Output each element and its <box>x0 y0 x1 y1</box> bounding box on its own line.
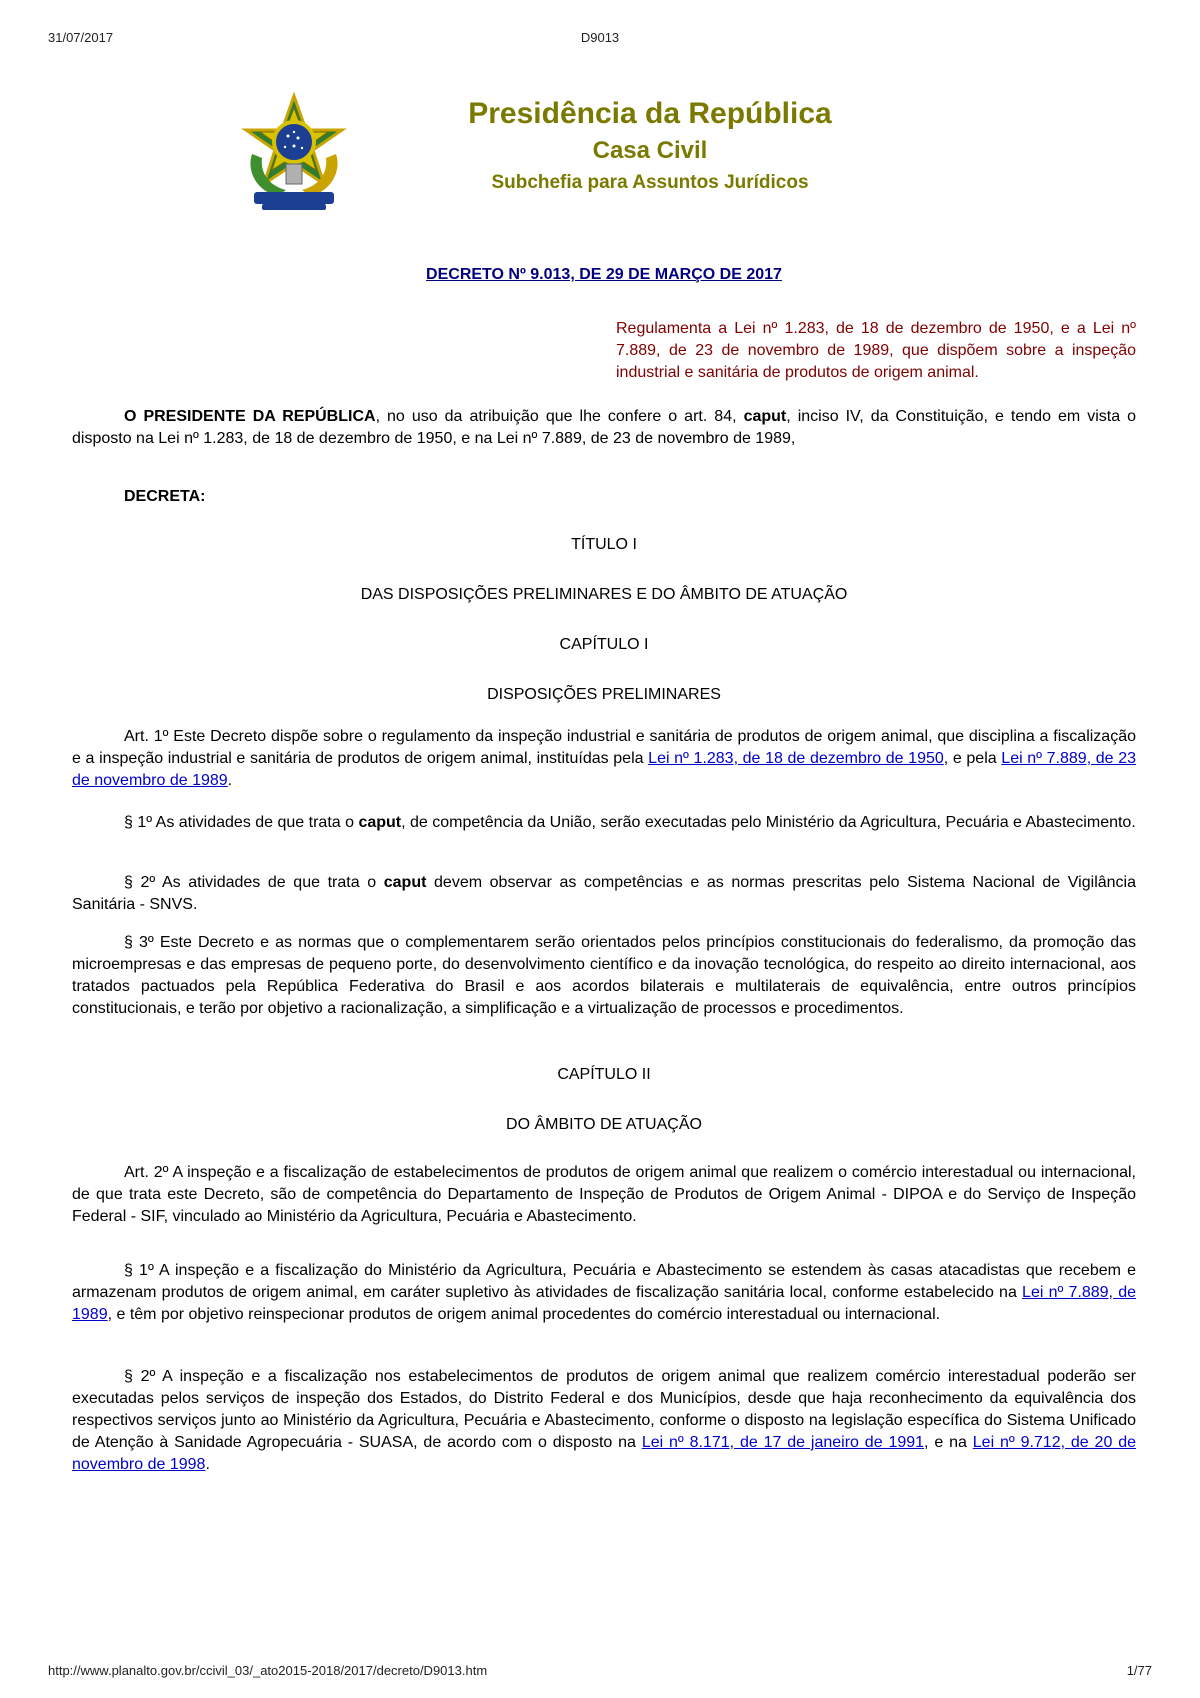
art1-p2-caput: caput <box>383 874 427 891</box>
capitulo-1-name: DISPOSIÇÕES PRELIMINARES <box>487 686 721 703</box>
print-title: D9013 <box>580 30 620 45</box>
capitulo-1-heading: CAPÍTULO I <box>559 636 649 653</box>
ementa: Regulamenta a Lei nº 1.283, de 18 de dezembro de 1950, e a Lei nº 7.889, de 23 de novembro de 1989, que dispõem sobre a inspeção industrial e sanitária de produtos de origem animal. <box>616 320 1136 381</box>
link-lei-1283[interactable]: Lei nº 1.283, de 18 de dezembro de 1950 <box>648 750 944 767</box>
print-header <box>48 30 1152 46</box>
article-1-paragraph-2 <box>72 872 1136 916</box>
art1-p1-caput: caput <box>358 814 402 831</box>
article-1-end: . <box>227 772 233 789</box>
art1-p2-b: devem observar as competências e as normas prescritas pelo Sistema Nacional de Vigilância Sanitária - SNVS. <box>72 874 1136 913</box>
preamble <box>72 406 1136 450</box>
art1-p2-a: § 2º As atividades de que trata o <box>124 874 384 891</box>
capitulo-2-heading: CAPÍTULO II <box>557 1066 651 1083</box>
masthead-casa-civil: Casa Civil <box>592 137 708 164</box>
preamble-text1: , no uso da atribuição que lhe confere o art. 84, <box>375 408 744 425</box>
art2-p1-b: , e têm por objetivo reinspecionar produtos de origem animal procedentes do comércio interestadual ou internacional. <box>107 1306 941 1323</box>
link-lei-9712[interactable]: Lei nº 9.712, de 20 de novembro de 1998 <box>72 1434 1137 1473</box>
decree-title-link[interactable] <box>72 266 1136 284</box>
article-2-paragraph-2 <box>72 1366 1136 1476</box>
article-1-paragraph-3: § 3º Este Decreto e as normas que o complementarem serão orientados pelos princípios constitucionais do federalismo, da promoção das microempresas e das empresas de pequeno porte, do desenvolvimento científico e da inovação tecnológica, do respeito ao direito internacional, aos tratados pactuados pela República Federativa do Brasil e aos acordos bilaterais e multilaterais de equivalência, entre outros princípios constitucionais, e terão por objetivo a racionalização, a simplificação e a virtualização de processos e procedimentos. <box>72 934 1136 1017</box>
masthead-presidencia: Presidência da República <box>468 97 832 130</box>
preamble-caput: caput <box>743 408 787 425</box>
art2-p1-a: § 1º A inspeção e a fiscalização do Ministério da Agricultura, Pecuária e Abastecimento se estendem às casas atacadistas que recebem e armazenam produtos de origem animal, em caráter supletivo às atividades de fiscalização sanitária local, conforme estabelecido na <box>72 1262 1136 1301</box>
print-date: 31/07/2017 <box>48 30 114 45</box>
decreta-text: DECRETA: <box>124 488 206 505</box>
preamble-text2: , inciso IV, da Constituição, e tendo em vista o disposto na Lei nº 1.283, de 18 de dezembro de 1950, e na Lei nº 7.889, de 23 de novembro de 1989, <box>72 408 1137 447</box>
article-1-text: Art. 1º Este Decreto dispõe sobre o regulamento da inspeção industrial e sanitária de produtos de origem animal, que disciplina a fiscalização e a inspeção industrial e sanitária de produtos de origem animal, instituídas pela <box>72 728 1136 767</box>
print-footer <box>48 1663 1152 1679</box>
coat-of-arms-icon <box>238 92 350 214</box>
art2-p2-end: . <box>205 1456 210 1473</box>
page-number: 1/77 <box>1126 1663 1152 1678</box>
capitulo-2-name: DO ÂMBITO DE ATUAÇÃO <box>506 1116 702 1133</box>
titulo-heading: TÍTULO I <box>571 536 637 553</box>
art1-p1-a: § 1º As atividades de que trata o <box>124 814 359 831</box>
art2-p2-a: § 2º A inspeção e a fiscalização nos estabelecimentos de produtos de origem animal que realizem comércio interestadual poderão ser executadas pelos serviços de inspeção dos Estados, do Distrito Federal e dos Municípios, desde que haja reconhecimento da equivalência dos respectivos serviços junto ao Ministério da Agricultura, Pecuária e Abastecimento, conforme o disposto na legislação específica do Sistema Unificado de Atenção à Sanidade Agropecuária - SUASA, de acordo com o disposto na <box>72 1368 1136 1451</box>
art2-p2-mid: , e na <box>924 1434 973 1451</box>
article-2-paragraph-1 <box>72 1260 1136 1326</box>
link-lei-7889[interactable]: Lei nº 7.889, de 23 de novembro de 1989 <box>72 750 1137 789</box>
article-1-paragraph-1 <box>72 812 1136 834</box>
link-lei-7889-1989[interactable]: Lei nº 7.889, de 1989 <box>72 1284 1136 1323</box>
titulo-name: DAS DISPOSIÇÕES PRELIMINARES E DO ÂMBITO DE ATUAÇÃO <box>360 586 848 603</box>
article-1 <box>72 726 1136 792</box>
masthead <box>340 96 960 196</box>
article-1-mid: , e pela <box>943 750 1002 767</box>
masthead-subchefia: Subchefia para Assuntos Jurídicos <box>491 172 809 193</box>
article-2: Art. 2º A inspeção e a fiscalização de estabelecimentos de produtos de origem animal que realizem o comércio interestadual ou internacional, de que trata este Decreto, são de competência do Departamento de Inspeção de Produtos de Origem Animal - DIPOA e do Serviço de Inspeção Federal - SIF, vinculado ao Ministério da Agricultura, Pecuária e Abastecimento. <box>72 1164 1136 1225</box>
art1-p1-b: , de competência da União, serão executadas pelo Ministério da Agricultura, Pecuária e Abastecimento. <box>401 814 1136 831</box>
link-lei-8171[interactable]: Lei nº 8.171, de 17 de janeiro de 1991 <box>641 1434 925 1451</box>
print-url: http://www.planalto.gov.br/ccivil_03/_ato2015-2018/2017/decreto/D9013.htm <box>48 1663 488 1678</box>
decreta-heading <box>72 486 1136 508</box>
preamble-lead: O PRESIDENTE DA REPÚBLICA <box>124 408 376 425</box>
decree-title-text[interactable]: DECRETO Nº 9.013, DE 29 DE MARÇO DE 2017 <box>426 266 782 283</box>
